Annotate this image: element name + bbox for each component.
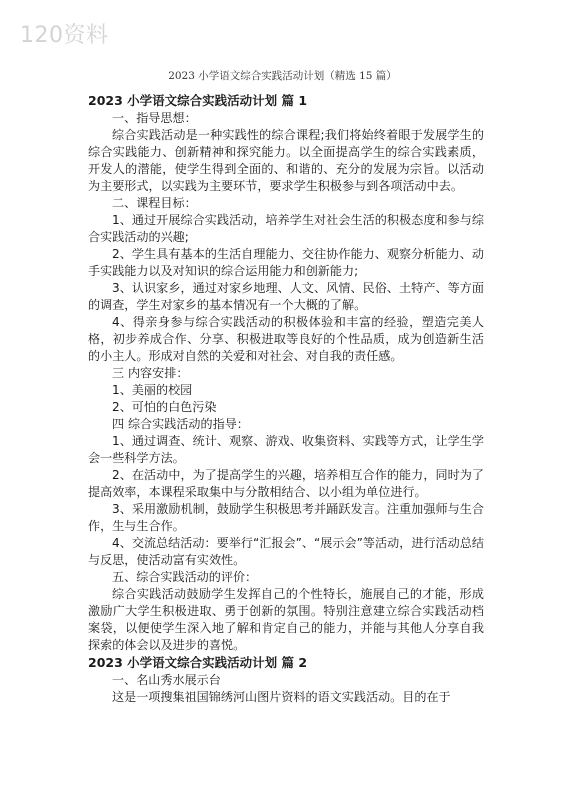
document-body [88,92,484,706]
section-heading: 2023 小学语文综合实践活动计划 篇 1 [88,93,308,108]
paragraph: 1、通过开展综合实践活动，培养学生对社会生活的积极态度和参与综合实践活动的兴趣; [88,213,484,244]
paragraph: 五、综合实践活动的评价： [112,570,258,584]
paragraph: 2、在活动中，为了提高学生的兴趣，培养相互合作的能力，同时为了提高效率，本课程采取集中与分散相结合、以小组为单位进行。 [88,468,484,499]
paragraph: 4、交流总结活动：要举行“汇报会”、“展示会”等活动，进行活动总结与反思，使活动富有实效性。 [88,536,484,567]
paragraph: 4、得亲身参与综合实践活动的积极体验和丰富的经验，塑造完美人格，初步养成合作、分享、积极进取等良好的个性品质，成为创造新生活的小主人。形成对自然的关爱和对社会、对自我的责任感。 [88,315,484,363]
paragraph: 这是一项搜集祖国锦绣河山图片资料的语文实践活动。目的在于 [112,690,451,704]
paragraph: 综合实践活动鼓励学生发挥自己的个性特长，施展自己的才能，形成激励广大学生积极进取、勇于创新的氛围。特别注意建立综合实践活动档案袋，以便使学生深入地了解和肯定自己的能力，并能与其他人分享自我探索的体会以及进步的喜悦。 [88,587,484,652]
paragraph: 二、课程目标： [112,196,197,210]
paragraph: 2、可怕的白色污染 [112,400,217,414]
watermark-logo: 120资料 [20,23,109,48]
paragraph: 1、美丽的校园 [112,383,193,397]
paragraph: 2、学生具有基本的生活自理能力、交往协作能力、观察分析能力、动手实践能力以及对知识的综合运用能力和创新能力; [88,247,484,278]
paragraph: 综合实践活动是一种实践性的综合课程;我们将始终着眼于发展学生的综合实践能力、创新精神和探究能力。以全面提高学生的综合实践素质，开发人的潜能，使学生得到全面的、和谐的、充分的发展为宗旨。以活动为主要形式，以实践为主要环节，要求学生积极参与到各项活动中去。 [88,128,484,193]
paragraph: 1、通过调查、统计、观察、游戏、收集资料、实践等方式，让学生学会一些科学方法。 [88,434,484,465]
paragraph: 一、指导思想： [112,111,197,125]
paragraph: 3、认识家乡，通过对家乡地理、人文、风情、民俗、土特产、等方面的调查，学生对家乡的基本情况有一个大概的了解。 [88,281,484,312]
paragraph: 四 综合实践活动的指导： [112,417,249,431]
paragraph: 三 内容安排： [112,366,189,380]
paragraph: 3、采用激励机制，鼓励学生积极思考并踊跃发言。注重加强师与生合作，生与生合作。 [88,502,484,533]
section-heading: 2023 小学语文综合实践活动计划 篇 2 [88,655,308,670]
paragraph: 一、名山秀水展示台 [112,673,221,687]
document-title: 2023 小学语文综合实践活动计划（精选 15 篇） [168,70,397,82]
